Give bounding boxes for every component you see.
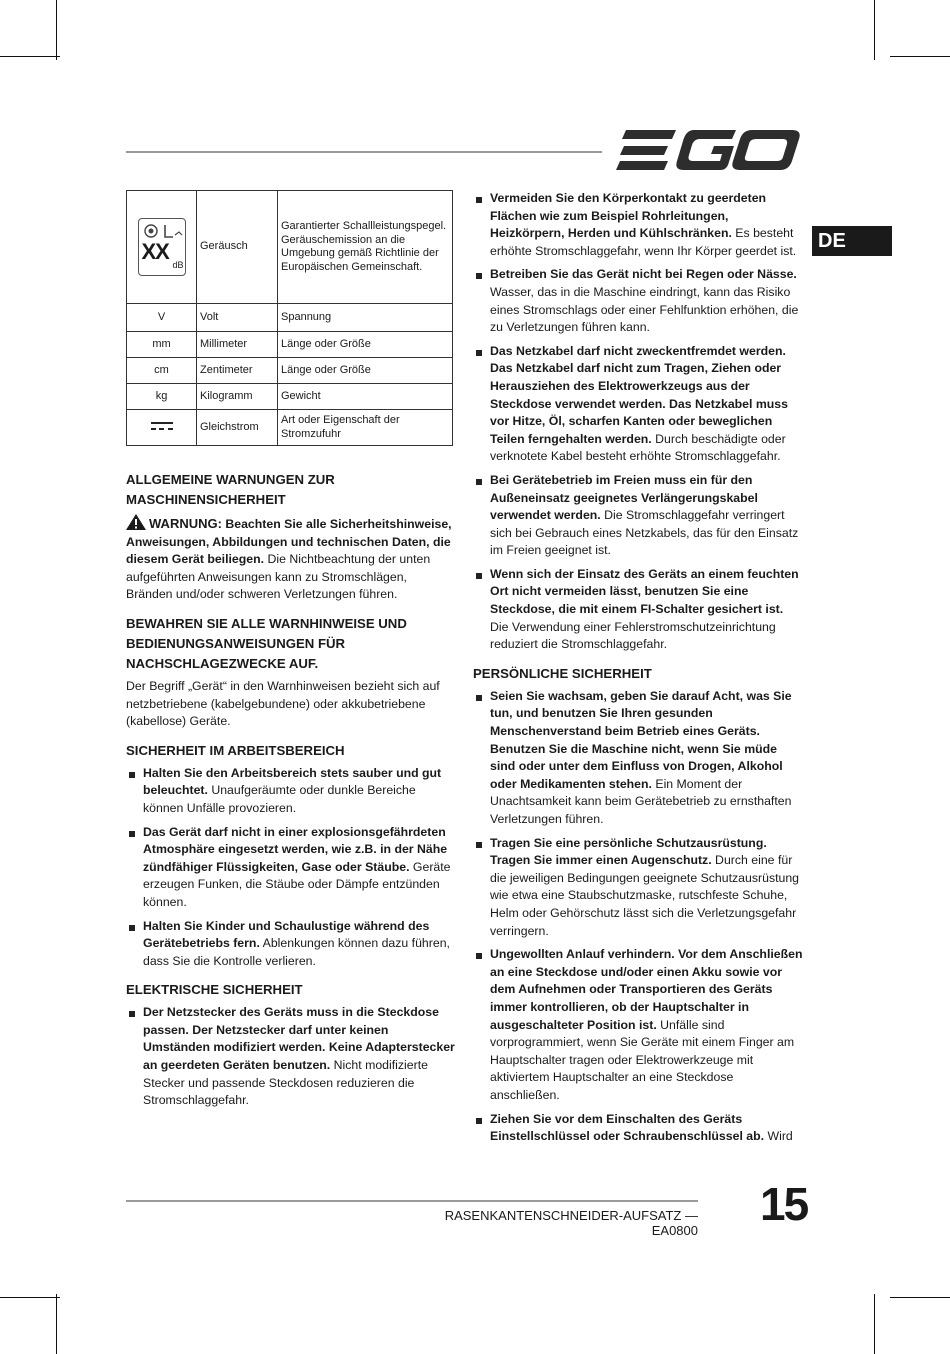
list-item [473,835,803,941]
item-text: Die Stromschlaggefahr verringert sich bei Gebrauch eines Netzkabels, das für den Einsatz im Freien geeignet ist. [490,508,799,558]
section-heading-electrical: ELEKTRISCHE SICHERHEIT [126,982,303,998]
symbol-name: Zentimeter [197,358,278,384]
list-item [473,566,803,654]
symbol-description: Gewicht [278,384,453,410]
right-column [473,190,803,1156]
list-item [473,190,803,260]
item-text: Unfälle sind vorprogrammiert, wenn Sie Geräte mit einem Finger am Hauptschalter tragen oder Elektrowerkzeuge mit aktiviertem Hauptschalter an eine Steckdose anschließen. [490,1017,795,1102]
list-item [473,1111,803,1146]
noise-symbol-cell [127,191,197,304]
table-row [127,304,453,332]
footer-title: RASENKANTENSCHNEIDER-AUFSATZ — EA0800 [444,1208,698,1238]
crop-mark [890,1297,950,1298]
item-text: Es besteht erhöhte Stromschlaggefahr, wenn Ihr Körper geerdet ist. [490,226,797,258]
item-text: Durch eine für die jeweiligen Bedingungen geeignete Schutzausrüstung wie etwa eine Staubschutzmaske, rutschfeste Schuhe, Helm oder Gehörschutz lässt sich die Verletzungsgefahr verringern. [490,853,800,938]
dc-symbol-cell [127,410,197,446]
section-heading-personal: PERSÖNLICHE SICHERHEIT [473,665,652,681]
footer-rule [126,1200,698,1202]
list-item [473,266,803,336]
table-row [127,410,453,446]
warning-text: Die Nichtbeachtung der unten aufgeführten Anweisungen kann zu Stromschlägen, Bränden und/oder schweren Verletzungen führen. [126,552,431,602]
left-column [126,190,456,1120]
crop-mark [874,1294,875,1354]
symbol-cell: cm [127,358,197,384]
section-heading-keep: BEWAHREN SIE ALLE WARNHINWEISE UND BEDIENUNGSANWEISUNGEN FÜR NACHSCHLAGEZWECKE AUF. [126,615,407,671]
symbol-cell: mm [127,332,197,358]
crop-mark [890,56,950,57]
item-bold: Der Netzstecker des Geräts muss in die Steckdose passen. Der Netzstecker darf unter keinen Umständen modifiziert werden. Keine Adapterstecker an geerdeten Geräten benutzen. [143,1005,455,1073]
item-bold: Bei Gerätebetrieb im Freien muss ein für den Außeneinsatz geeignetes Verlängerungskabel verwendet werden. [490,472,758,523]
list-item [473,343,803,466]
table-row [127,332,453,358]
symbol-cell: V [127,304,197,332]
ego-logo [616,128,800,172]
list-item [473,472,803,560]
symbol-description: Art oder Eigenschaft der Stromzufuhr [278,410,453,446]
direct-current-icon [151,422,173,430]
item-bold: Betreiben Sie das Gerät nicht bei Regen oder Nässe. [490,267,797,282]
symbol-description: Garantierter Schallleistungspegel. Geräuschemission an die Umgebung gemäß Richtlinie der Europäischen Gemeinschaft. [278,191,453,304]
item-text: Ablenkungen können dazu führen, dass Sie die Kontrolle verlieren. [143,936,450,968]
symbol-name: Geräusch [197,191,278,304]
item-bold: Halten Sie den Arbeitsbereich stets sauber und gut beleuchtet. [143,765,442,798]
table-row [127,191,453,304]
noise-level-icon [138,218,186,276]
symbol-cell: kg [127,384,197,410]
item-bold: Das Gerät darf nicht in einer explosionsgefährdeten Atmosphäre eingesetzt werden, wie z.B. in der Nähe zündfähiger Flüssigkeiten, Gase oder Stäube. [143,824,448,874]
symbol-name: Gleichstrom [197,410,278,446]
table-row [127,358,453,384]
item-bold: Ungewollten Anlauf verhindern. Vor dem Anschließen an eine Steckdose und/oder einen Akku sowie vor dem Aufnehmen oder Transportieren des Geräts immer kontrollieren, ob der Hauptschalter in ausgeschalteter Position ist. [490,947,803,1032]
symbol-description: Länge oder Größe [278,358,453,384]
noise-unit: dB [172,260,184,270]
item-bold: Halten Sie Kinder und Schaulustige während des Gerätebetriebs fern. [143,918,430,951]
list-item [126,765,456,818]
crop-mark [56,0,57,60]
personal-list [473,688,803,1146]
electrical-list-left [126,1004,456,1110]
section-heading-work-area: SICHERHEIT IM ARBEITSBEREICH [126,742,345,758]
item-bold: Das Netzkabel darf nicht zweckentfremdet werden. Das Netzkabel darf nicht zum Tragen, Ziehen oder Herausziehen des Elektrowerkzeugs aus der Steckdose verwendet werden. Das Netzkabel muss vor Hitze, Öl, scharfen Kanten oder beweglichen Teilen ferngehalten werden. [490,343,788,446]
list-item [126,1004,456,1110]
symbol-name: Millimeter [197,332,278,358]
warning-triangle-icon [126,514,146,530]
crop-mark [0,56,60,57]
symbol-name: Volt [197,304,278,332]
symbol-name: Kilogramm [197,384,278,410]
section-heading-general: ALLGEMEINE WARNUNGEN ZUR MASCHINENSICHERHEIT [126,472,335,507]
general-warning [126,514,456,604]
item-text: Die Verwendung einer Fehlerstromschutzeinrichtung reduziert die Stromschlaggefahr. [490,619,776,652]
list-item [126,918,456,971]
item-bold: Ziehen Sie vor dem Einschalten des Geräts Einstellschlüssel oder Schraubenschlüssel ab. [490,1111,765,1144]
item-text: Ein Moment der Unachtsamkeit kann beim Gerätebetrieb zu ernsthaften Verletzungen führen. [490,776,792,826]
warning-label: WARNUNG: [149,516,222,531]
item-text: Durch beschädigte oder verknotete Kabel besteht erhöhte Stromschlaggefahr. [490,431,786,464]
language-tab: DE [812,226,892,256]
noise-value-placeholder: XX [141,239,169,264]
item-bold: Wenn sich der Einsatz des Geräts an einem feuchten Ort nicht vermeiden lässt, benutzen Sie eine Steckdose, die mit einem FI-Schalter gesichert ist. [490,566,799,617]
keep-text: Der Begriff „Gerät“ in den Warnhinweisen bezieht sich auf netzbetriebene (kabelgebundene) oder akkubetriebene (kabellose) Geräte. [126,678,440,729]
crop-mark [0,1297,60,1298]
list-item [473,688,803,829]
item-text: Unaufgeräumte oder dunkle Bereiche können Unfälle provozieren. [143,783,416,815]
warning-bold-text: Beachten Sie alle Sicherheitshinweise, Anweisungen, Abbildungen und technischen Daten, die diesem Gerät beiliegen. [126,517,452,567]
item-text: Wird [764,1129,793,1144]
symbol-description: Spannung [278,304,453,332]
symbol-description: Länge oder Größe [278,332,453,358]
item-bold: Seien Sie wachsam, geben Sie darauf Acht, was Sie tun, und benutzen Sie Ihren gesunden Menschenverstand beim Betrieb eines Geräts. Benutzen Sie die Maschine nicht, wenn Sie müde sind oder unter dem Einfluss von Drogen, Alkohol oder Medikamenten stehen. [490,688,792,791]
work-area-list [126,765,456,971]
list-item [473,946,803,1104]
symbol-table [126,190,453,446]
crop-mark [56,1294,57,1354]
item-bold: Tragen Sie eine persönliche Schutzausrüstung. Tragen Sie immer einen Augenschutz. [490,835,767,868]
table-row [127,384,453,410]
list-item [126,824,456,912]
item-text: Nicht modifizierte Stecker und passende Steckdosen reduzieren die Stromschlaggefahr. [143,1058,428,1108]
crop-mark [874,0,875,60]
item-text: Geräte erzeugen Funken, die Stäube oder Dämpfe entzünden können. [143,859,451,909]
item-bold: Vermeiden Sie den Körperkontakt zu geerdeten Flächen wie zum Beispiel Rohrleitungen, Heizkörpern, Herden und Kühlschränken. [490,191,767,241]
header-rule [126,151,602,153]
page-number: 15 [760,1178,808,1230]
electrical-list-right [473,190,803,654]
item-text: Wasser, das in die Maschine eindringt, kann das Risiko eines Stromschlags oder einer Fehlfunktion erhöhen, die zu Verletzungen führen kann. [490,284,799,335]
